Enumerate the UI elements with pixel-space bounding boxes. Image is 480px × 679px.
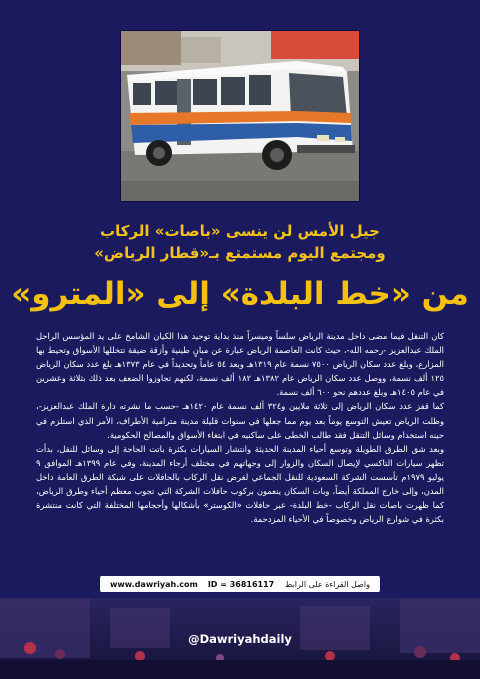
body-paragraph-3: وبعد شق الطرق الطويلة وتوسع أحياء المدينة الحديثة وانتشار السيارات بكثرة باتت الحاجة إلى وسائل للنقل، بدأت تظهر سيارات التاكسي لإيصال السكان والزوار إلى وجهاتهم في مختلف أرجاء المدينة، وفي عام ١٣٩٩هـ الموافق ٩ يوليو ١٩٧٩م تأسست الشركة السعودية للنقل الجماعي لغرض نقل الركاب بالحافلات على شبكة الطرق العامة داخل المدن، وإلى خارج المملكة أيضاً، وبات السكان ينعمون بركوب حافلات الشركة التي تجوب معظم أحياء وطرق الرياض، كما ظهرت باصات نقل الركاب -خط البلدة- عبر حافلات «الكوستر» بأشكالها وأحجامها المختلفة التي كانت منتشرة بكثرة في شوارع الرياض وخصوصاً في الأحياء المزدحمة.: [36, 443, 444, 525]
social-handle-text: @Dawriyahdaily: [188, 632, 292, 646]
social-handle[interactable]: [0, 632, 480, 646]
read-more-bar[interactable]: [100, 576, 380, 592]
body-paragraph-1: كان التنقل فيما مضى داخل مدينة الرياض سلساً وميسراً منذ بداية توحيد هذا الكيان الشامخ على يد المؤسس الراحل الملك عبدالعزيز -رحمه الله-، حيث كانت العاصمة الرياض عبارة عن مبانٍ طينية وأزقة ضيقة تتخللها الأسواق وتحيط بها المزارع، وبلغ عدد سكان الرياض ٧٥٠٠ نسمة عام ١٣١٩هـ وبعد ٥٤ عاماً وتحديداً في عام ١٣٧٣هـ بلغ عدد سكان الرياض ١٢٥ ألف نسمة، ووصل عدد سكان الرياض عام ١٣٨٢هـ ١٨٢ ألف نسمة، لكنهم تجاوزوا الضعف بعد ذلك بثلاثة وعشرين في عام ١٤٠٥هـ وبلغ عددهم نحو ٦٠٠ ألف نسمة.: [36, 331, 444, 398]
read-more-label: واصل القراءة على الرابط: [284, 579, 370, 589]
subtitle-line-2: ومجتمع اليوم مستمتع بـ«قطار الرياض»: [94, 244, 386, 262]
article-id: ID = 36816117: [207, 579, 275, 589]
subtitle-line-1: جيل الأمس لن ينسى «باصات» الركاب: [100, 222, 380, 240]
headline: من «خط البلدة» إلى «المترو»: [11, 276, 469, 312]
body-paragraph-2: كما قفز عدد سكان الرياض إلى ثلاثة ملايين و٣٢٤ ألف نسمة عام ١٤٢٠هـ -حسب ما نشرته دارة الملك عبدالعزيز-، وظلت الرياض تعيش التوسع يوماً بعد يوم مما جعلها في سنوات قليلة مدينة مترامية الأطراف، الأمر الذي استلزم في حينه استخدام وسائل التنقل فقد طالب الخطى على ساكنيه في ابتغاء الأسواق والمصالح الحكومية.: [36, 401, 444, 440]
link-info: [110, 580, 274, 589]
site-url[interactable]: www.dawriyah.com: [110, 579, 198, 589]
article-body: [36, 329, 444, 526]
bus-photo: [120, 30, 360, 202]
